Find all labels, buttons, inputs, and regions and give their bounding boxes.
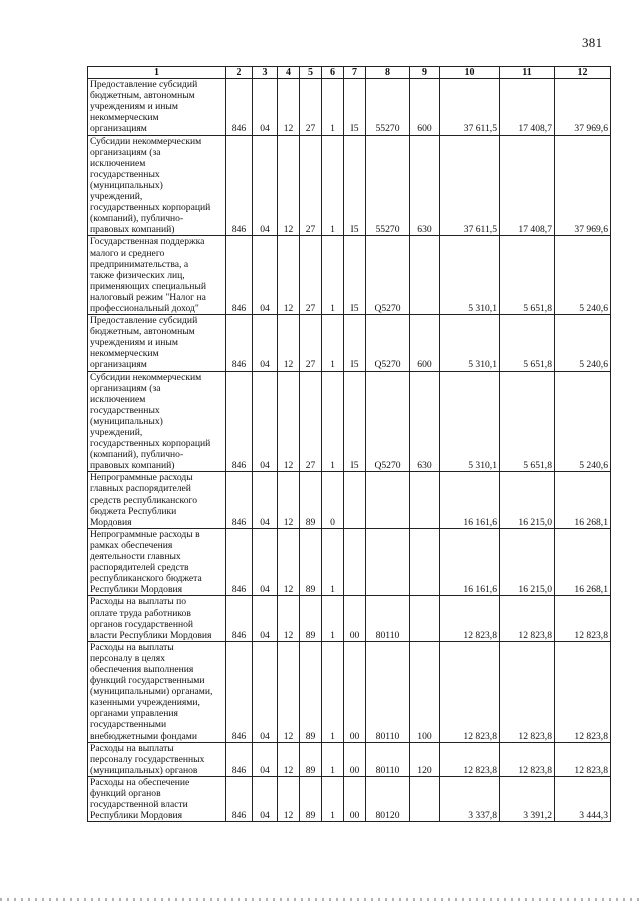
program-code-cell: 89 [300, 776, 322, 821]
description-line: налоговый режим "Налог на [90, 291, 206, 303]
amount-year-1-cell: 37 611,5 [440, 79, 500, 135]
description-line: учреждений, [90, 427, 143, 438]
amount-year-3-cell: 5 240,6 [555, 371, 611, 472]
description-line: Республики Мордовия [90, 810, 183, 822]
description-line: (компаний), публично- [90, 449, 184, 461]
amount-year-2-cell: 16 215,0 [500, 528, 555, 596]
amount-year-2-cell: 16 215,0 [500, 472, 555, 528]
description-line: Расходы на выплаты [90, 742, 174, 754]
description-line: персоналу государственных [90, 753, 205, 765]
description-line: некоммерческим [90, 348, 159, 360]
description-line: организациям [90, 123, 147, 135]
amount-year-2-cell: 12 823,8 [500, 742, 555, 776]
description-line: государственных корпораций [90, 438, 211, 450]
amount-year-1-cell: 5 310,1 [440, 236, 500, 315]
description-line: государственными [90, 719, 167, 731]
project-code-cell: I5 [344, 236, 366, 315]
table-row [88, 776, 611, 821]
amount-year-2-cell: 12 823,8 [500, 596, 555, 641]
program-code-cell: 27 [300, 236, 322, 315]
col-header-10: 10 [440, 67, 500, 79]
expense-type-code-cell [410, 472, 440, 528]
description-line: государственной власти [90, 799, 188, 811]
description-line: Субсидии некоммерческим [90, 135, 202, 147]
col-header-5: 5 [300, 67, 322, 79]
description-line: Субсидии некоммерческим [90, 371, 202, 383]
row-description [88, 236, 226, 315]
description-line: обеспечения выполнения [90, 663, 194, 675]
subprogram-code-cell: 1 [322, 79, 344, 135]
subsection-code-cell: 12 [278, 472, 300, 528]
gb-code-cell: 846 [226, 776, 253, 821]
program-code-cell: 89 [300, 596, 322, 641]
direction-code-cell [366, 472, 410, 528]
subsection-code-cell: 12 [278, 371, 300, 472]
subprogram-code-cell: 1 [322, 742, 344, 776]
row-description [88, 135, 226, 236]
amount-year-2-cell: 5 651,8 [500, 236, 555, 315]
direction-code-cell [366, 528, 410, 596]
section-code-cell: 04 [253, 472, 278, 528]
description-line: внебюджетными фондами [90, 730, 197, 742]
direction-code-cell: 80110 [366, 742, 410, 776]
gb-code-cell: 846 [226, 742, 253, 776]
table-row [88, 135, 611, 236]
description-line: учреждений, [90, 191, 143, 203]
description-line: учреждениям и иным [90, 337, 178, 349]
project-code-cell: 00 [344, 641, 366, 742]
subsection-code-cell: 12 [278, 135, 300, 236]
budget-table [87, 66, 611, 822]
col-header-4: 4 [278, 67, 300, 79]
description-line: функций государственными [90, 675, 205, 687]
direction-code-cell: 80110 [366, 596, 410, 641]
expense-type-code-cell [410, 528, 440, 596]
description-line: республиканского бюджета [90, 573, 202, 585]
project-code-cell: I5 [344, 79, 366, 135]
amount-year-3-cell: 37 969,6 [555, 79, 611, 135]
gb-code-cell: 846 [226, 528, 253, 596]
table-row [88, 79, 611, 135]
row-description [88, 371, 226, 472]
amount-year-1-cell: 5 310,1 [440, 315, 500, 371]
table-row [88, 641, 611, 742]
row-description [88, 776, 226, 821]
description-line: Непрограммные расходы [90, 472, 193, 484]
gb-code-cell: 846 [226, 472, 253, 528]
description-line: применяющих специальный [90, 280, 206, 292]
subsection-code-cell: 12 [278, 236, 300, 315]
expense-type-code-cell: 120 [410, 742, 440, 776]
row-description [88, 641, 226, 742]
expense-type-code-cell: 100 [410, 641, 440, 742]
description-line: средств республиканского [90, 494, 197, 506]
col-header-7: 7 [344, 67, 366, 79]
amount-year-2-cell: 17 408,7 [500, 135, 555, 236]
col-header-9: 9 [410, 67, 440, 79]
project-code-cell: I5 [344, 135, 366, 236]
expense-type-code-cell [410, 596, 440, 641]
expense-type-code-cell: 630 [410, 135, 440, 236]
section-code-cell: 04 [253, 528, 278, 596]
description-line: оплате труда работников [90, 607, 191, 619]
project-code-cell: I5 [344, 315, 366, 371]
description-line: учреждениям и иным [90, 101, 178, 113]
description-line: государственных корпораций [90, 202, 211, 214]
section-code-cell: 04 [253, 776, 278, 821]
section-code-cell: 04 [253, 135, 278, 236]
section-code-cell: 04 [253, 236, 278, 315]
project-code-cell: I5 [344, 371, 366, 472]
description-line: малого и среднего [90, 247, 165, 259]
program-code-cell: 89 [300, 528, 322, 596]
amount-year-1-cell: 12 823,8 [440, 641, 500, 742]
subsection-code-cell: 12 [278, 79, 300, 135]
description-line: органов государственной [90, 618, 194, 630]
subprogram-code-cell: 1 [322, 528, 344, 596]
gb-code-cell: 846 [226, 236, 253, 315]
description-line: распорядителей средств [90, 562, 189, 574]
description-line: организациям (за [90, 382, 161, 394]
description-line: Расходы на выплаты по [90, 596, 187, 608]
description-line: бюджета Республики [90, 505, 177, 517]
amount-year-1-cell: 12 823,8 [440, 742, 500, 776]
program-code-cell: 27 [300, 371, 322, 472]
row-description [88, 596, 226, 641]
description-line: (муниципальных) [90, 179, 163, 191]
description-line: предпринимательства, а [90, 258, 189, 270]
col-header-2: 2 [226, 67, 253, 79]
program-code-cell: 89 [300, 472, 322, 528]
amount-year-3-cell: 5 240,6 [555, 315, 611, 371]
description-line: Непрограммные расходы в [90, 528, 200, 540]
program-code-cell: 89 [300, 742, 322, 776]
expense-type-code-cell: 630 [410, 371, 440, 472]
amount-year-3-cell: 37 969,6 [555, 135, 611, 236]
amount-year-2-cell: 12 823,8 [500, 641, 555, 742]
section-code-cell: 04 [253, 596, 278, 641]
amount-year-3-cell: 12 823,8 [555, 641, 611, 742]
section-code-cell: 04 [253, 742, 278, 776]
direction-code-cell: 80120 [366, 776, 410, 821]
description-line: профессиональный доход" [90, 302, 199, 314]
project-code-cell [344, 528, 366, 596]
table-row [88, 596, 611, 641]
table-row [88, 371, 611, 472]
gb-code-cell: 846 [226, 79, 253, 135]
description-line: Мордовия [90, 516, 132, 528]
description-line: власти Республики Мордовия [90, 629, 212, 641]
direction-code-cell: Q5270 [366, 371, 410, 472]
gb-code-cell: 846 [226, 371, 253, 472]
description-line: органами управления [90, 708, 178, 720]
amount-year-2-cell: 17 408,7 [500, 79, 555, 135]
project-code-cell [344, 472, 366, 528]
description-line: Расходы на обеспечение [90, 776, 190, 788]
description-line: также физических лиц, [90, 269, 185, 281]
table-row [88, 236, 611, 315]
table-row [88, 315, 611, 371]
subprogram-code-cell: 1 [322, 135, 344, 236]
description-line: главных распорядителей [90, 483, 191, 495]
description-line: (муниципальных) органов [90, 764, 198, 776]
col-header-11: 11 [500, 67, 555, 79]
direction-code-cell: 55270 [366, 79, 410, 135]
section-code-cell: 04 [253, 79, 278, 135]
description-line: Государственная поддержка [90, 236, 205, 248]
subsection-code-cell: 12 [278, 315, 300, 371]
amount-year-1-cell: 12 823,8 [440, 596, 500, 641]
program-code-cell: 89 [300, 641, 322, 742]
col-header-3: 3 [253, 67, 278, 79]
description-line: казенными учреждениями, [90, 697, 200, 709]
description-line: некоммерческим [90, 112, 159, 124]
expense-type-code-cell: 600 [410, 315, 440, 371]
direction-code-cell: 80110 [366, 641, 410, 742]
subprogram-code-cell: 1 [322, 596, 344, 641]
subsection-code-cell: 12 [278, 776, 300, 821]
project-code-cell: 00 [344, 596, 366, 641]
header-row [88, 67, 611, 79]
program-code-cell: 27 [300, 79, 322, 135]
amount-year-2-cell: 3 391,2 [500, 776, 555, 821]
row-description [88, 472, 226, 528]
subsection-code-cell: 12 [278, 742, 300, 776]
direction-code-cell: Q5270 [366, 236, 410, 315]
amount-year-1-cell: 3 337,8 [440, 776, 500, 821]
amount-year-3-cell: 5 240,6 [555, 236, 611, 315]
gb-code-cell: 846 [226, 641, 253, 742]
project-code-cell: 00 [344, 742, 366, 776]
description-line: Республики Мордовия [90, 584, 183, 596]
subsection-code-cell: 12 [278, 528, 300, 596]
description-line: функций органов [90, 788, 161, 799]
amount-year-2-cell: 5 651,8 [500, 315, 555, 371]
amount-year-3-cell: 12 823,8 [555, 742, 611, 776]
amount-year-1-cell: 16 161,6 [440, 528, 500, 596]
description-line: исключением [90, 393, 146, 405]
direction-code-cell: Q5270 [366, 315, 410, 371]
description-line: Расходы на выплаты [90, 641, 174, 653]
subsection-code-cell: 12 [278, 641, 300, 742]
section-code-cell: 04 [253, 641, 278, 742]
description-line: деятельности главных [90, 551, 181, 563]
description-line: государственных [90, 404, 160, 416]
description-line: государственных [90, 168, 160, 180]
table-row [88, 528, 611, 596]
col-header-8: 8 [366, 67, 410, 79]
page-number: 381 [582, 35, 603, 50]
description-line: (муниципальных) [90, 415, 163, 427]
program-code-cell: 27 [300, 315, 322, 371]
description-line: организациям [90, 359, 147, 371]
col-header-12: 12 [555, 67, 611, 79]
subprogram-code-cell: 1 [322, 315, 344, 371]
amount-year-3-cell: 3 444,3 [555, 776, 611, 821]
description-line: бюджетным, автономным [90, 326, 195, 338]
description-line: исключением [90, 157, 146, 169]
table-row [88, 472, 611, 528]
subsection-code-cell: 12 [278, 596, 300, 641]
subprogram-code-cell: 0 [322, 472, 344, 528]
program-code-cell: 27 [300, 135, 322, 236]
expense-type-code-cell [410, 776, 440, 821]
description-line: (компаний), публично- [90, 213, 184, 225]
amount-year-3-cell: 16 268,1 [555, 528, 611, 596]
amount-year-3-cell: 12 823,8 [555, 596, 611, 641]
gb-code-cell: 846 [226, 596, 253, 641]
description-line: организациям (за [90, 146, 161, 158]
description-line: Предоставление субсидий [90, 79, 198, 91]
col-header-6: 6 [322, 67, 344, 79]
expense-type-code-cell: 600 [410, 79, 440, 135]
description-line: бюджетным, автономным [90, 90, 195, 102]
expense-type-code-cell [410, 236, 440, 315]
description-line: правовых компаний) [90, 460, 175, 472]
amount-year-1-cell: 16 161,6 [440, 472, 500, 528]
subprogram-code-cell: 1 [322, 776, 344, 821]
col-header-1: 1 [88, 67, 226, 79]
row-description [88, 742, 226, 776]
subprogram-code-cell: 1 [322, 236, 344, 315]
amount-year-3-cell: 16 268,1 [555, 472, 611, 528]
amount-year-1-cell: 5 310,1 [440, 371, 500, 472]
amount-year-2-cell: 5 651,8 [500, 371, 555, 472]
description-line: правовых компаний) [90, 224, 175, 236]
section-code-cell: 04 [253, 371, 278, 472]
section-code-cell: 04 [253, 315, 278, 371]
scan-artifact-line [0, 898, 640, 901]
table-row [88, 742, 611, 776]
row-description [88, 315, 226, 371]
project-code-cell: 00 [344, 776, 366, 821]
description-line: рамках обеспечения [90, 539, 173, 551]
gb-code-cell: 846 [226, 315, 253, 371]
description-line: персоналу в целях [90, 652, 166, 664]
description-line: Предоставление субсидий [90, 315, 198, 327]
description-line: (муниципальными) органами, [90, 686, 213, 698]
gb-code-cell: 846 [226, 135, 253, 236]
subprogram-code-cell: 1 [322, 371, 344, 472]
direction-code-cell: 55270 [366, 135, 410, 236]
subprogram-code-cell: 1 [322, 641, 344, 742]
row-description [88, 528, 226, 596]
amount-year-1-cell: 37 611,5 [440, 135, 500, 236]
row-description [88, 79, 226, 135]
